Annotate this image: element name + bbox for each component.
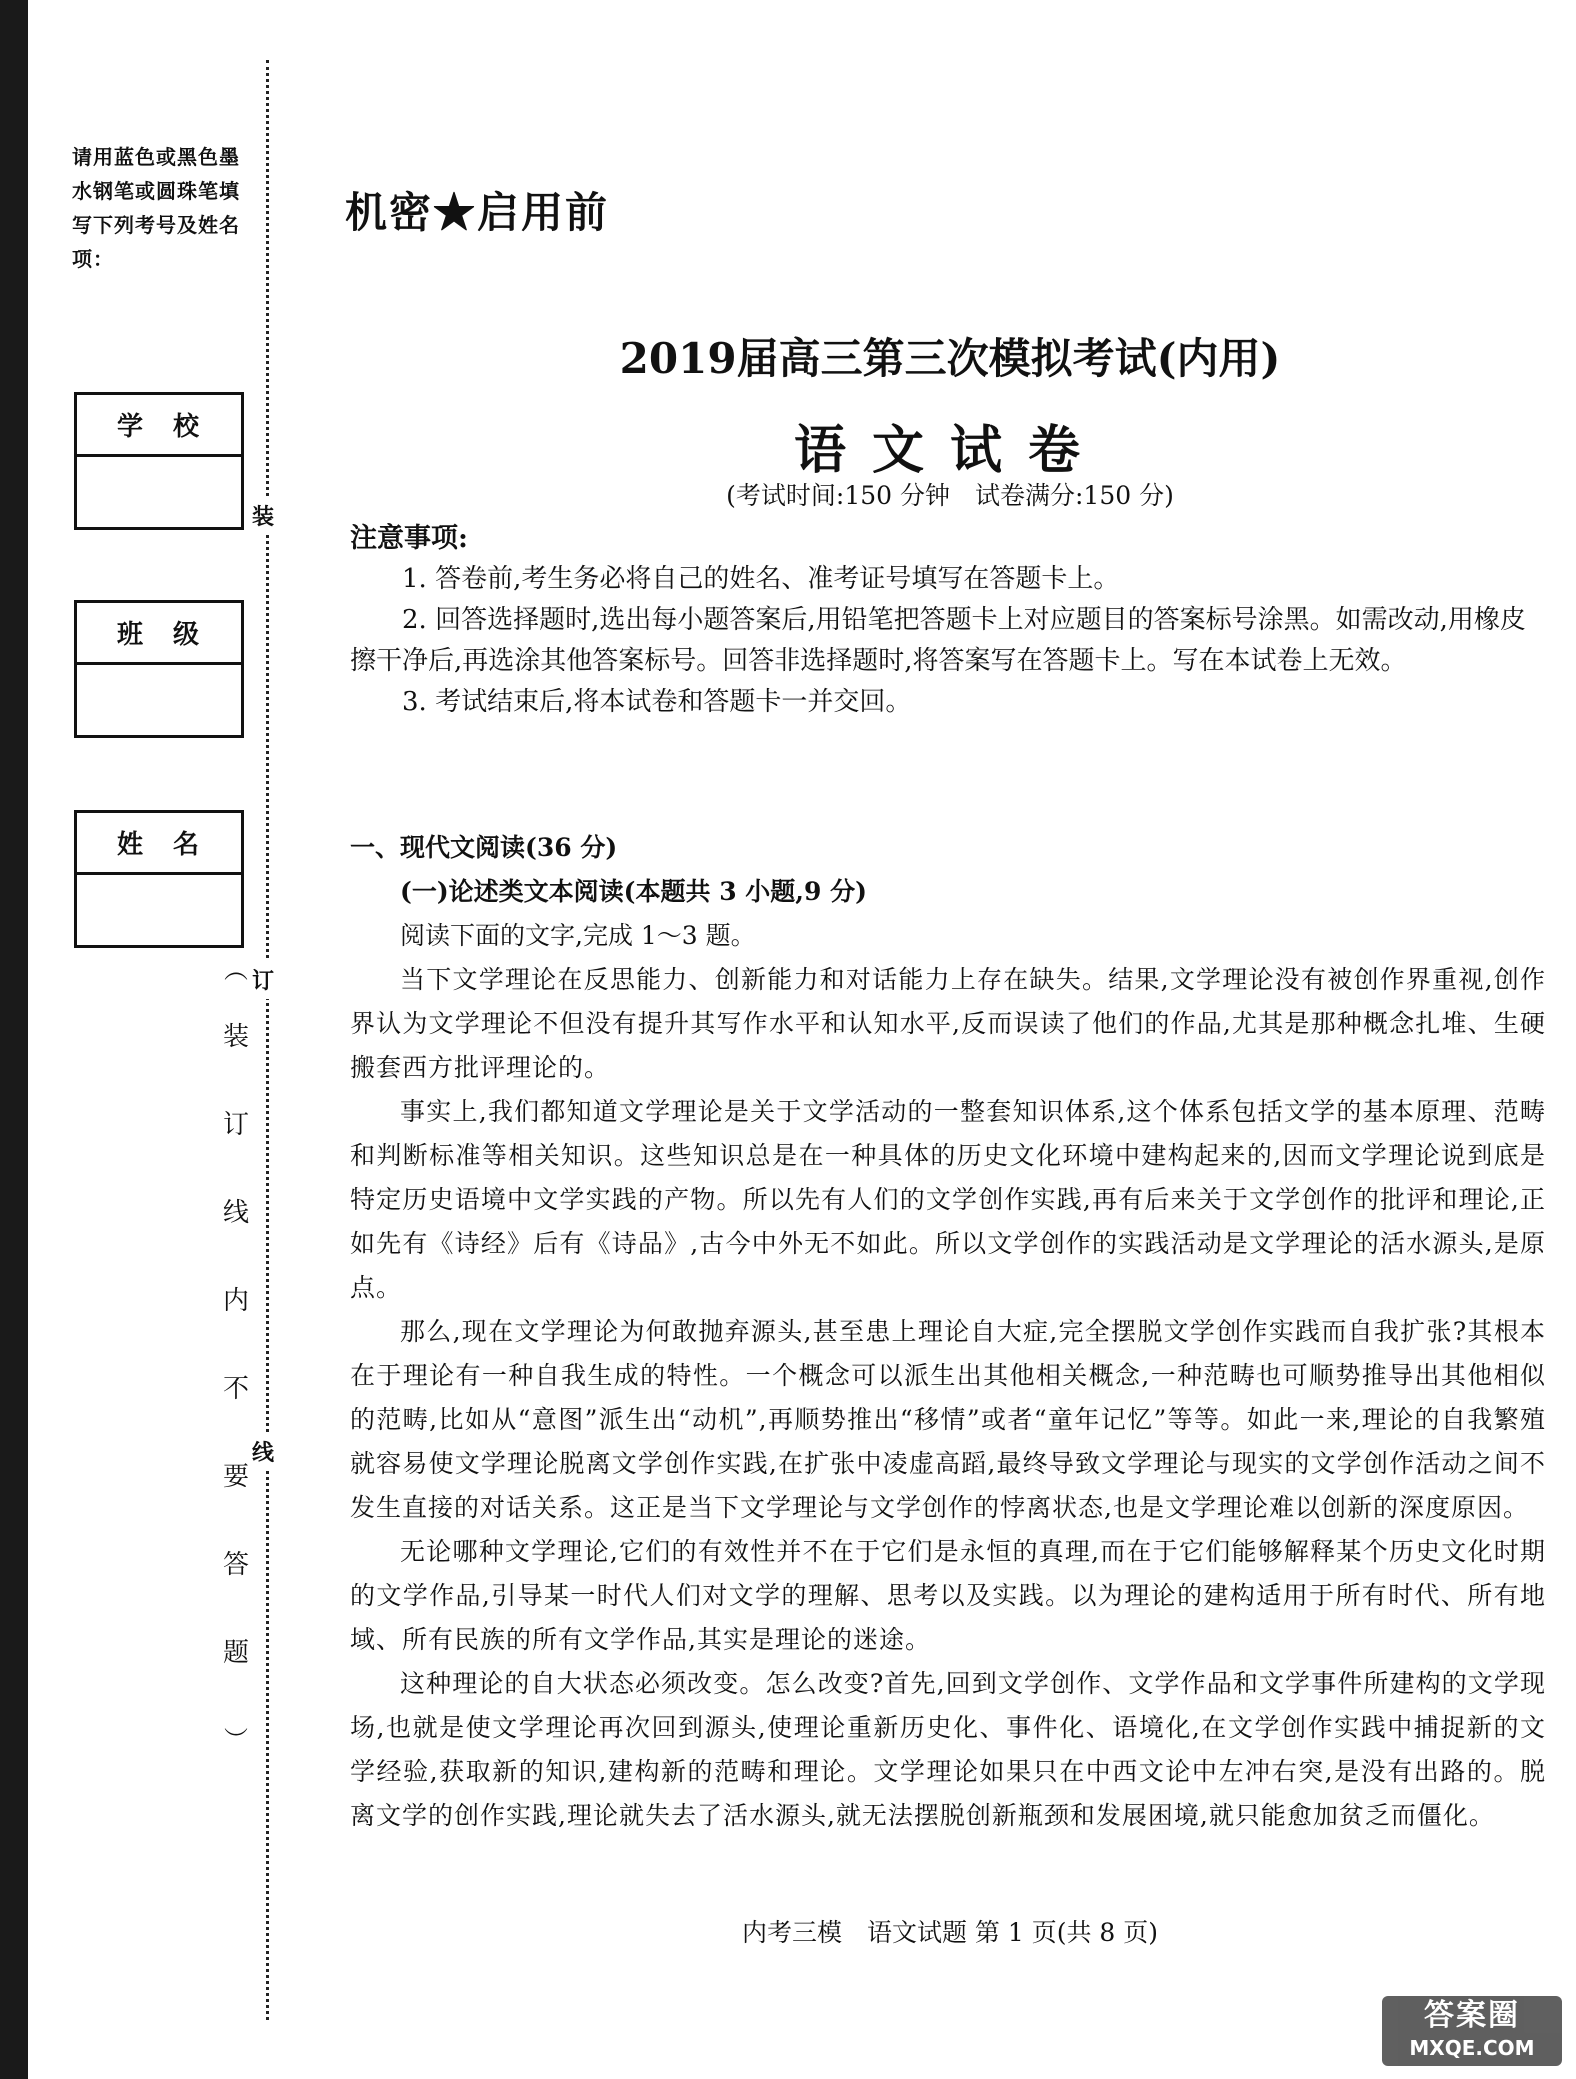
class-box [74,600,244,738]
exam-title: 2019届高三第三次模拟考试(内用) [619,334,1281,383]
school-box [74,392,244,530]
vertical-binding-note [218,950,254,1786]
vertical-note-char: ︵ [224,956,248,984]
scan-page-edge [0,0,28,2079]
name-field[interactable] [77,875,241,945]
name-label: 姓名 [77,813,241,875]
passage-paragraph: 那么,现在文学理论为何敢抛弃源头,甚至患上理论自大症,完全摆脱文学创作实践而自我扩张?其根本在于理论有一种自我生成的特性。一个概念可以派生出其他相关概念,一种范畴也可顺势推导出其他相似的范畴,比如从“意图”派生出“动机”,再顺势推出“移情”或者“童年记忆”等等。如此一来,理论的自我繁殖就容易使文学理论脱离文学创作实践,在扩张中凌虚高蹈,最终导致文学理论与现实的文学创作活动之间不发生直接的对话关系。这正是当下文学理论与文学创作的悖离状态,也是文学理论难以创新的深度原因。 [350,1317,1546,1522]
watermark-logo-text: 答案圈 [1424,1998,1520,2033]
notes-heading: 注意事项: [350,523,468,554]
binding-mark-xian: 线 [252,1432,274,1471]
note-item: 1. 答卷前,考生务必将自己的姓名、准考证号填写在答题卡上。 [402,564,1120,594]
vertical-note-char: 题 [222,1638,249,1668]
confidential-label: 机密★启用前 [345,188,610,237]
binding-mark-ding: 订 [252,960,274,999]
binding-dotted-line [266,60,269,2020]
vertical-note-char: 装 [222,1022,249,1052]
note-item: 3. 考试结束后,将本试卷和答题卡一并交回。 [402,687,912,717]
exam-info: (考试时间:150 分钟 试卷满分:150 分) [726,481,1174,510]
school-label: 学校 [77,395,241,457]
vertical-note-char: 线 [222,1198,249,1228]
passage-paragraph: 无论哪种文学理论,它们的有效性并不在于它们是永恒的真理,而在于它们能够解释某个历史文化时期的文学作品,引导某一时代人们对文学的理解、思考以及实践。以为理论的建构适用于所有时代、所有地域、所有民族的所有文学作品,其实是理论的迷途。 [350,1537,1546,1654]
note-item: 2. 回答选择题时,选出每小题答案后,用铅笔把答题卡上对应题目的答案标号涂黑。如需改动,用橡皮擦干净后,再选涂其他答案标号。回答非选择题时,将答案写在答题卡上。写在本试卷上无效。 [350,605,1526,676]
class-field[interactable] [77,665,241,735]
vertical-note-char: 订 [222,1110,249,1140]
passage-paragraph: 这种理论的自大状态必须改变。怎么改变?首先,回到文学创作、文学作品和文学事件所建构的文学现场,也就是使文学理论再次回到源头,使理论重新历史化、事件化、语境化,在文学创作实践中捕捉新的文学经验,获取新的知识,建构新的范畴和理论。文学理论如果只在中西文论中左冲右突,是没有出路的。脱离文学的创作实践,理论就失去了活水源头,就无法摆脱创新瓶颈和发展困境,就只能愈加贫乏而僵化。 [350,1669,1546,1830]
reading-instruction: 阅读下面的文字,完成 1～3 题。 [400,921,756,950]
vertical-note-char: 答 [222,1550,249,1580]
binding-mark-zhuang: 装 [252,496,274,535]
vertical-note-char: 不 [222,1374,249,1404]
vertical-note-char: 要 [222,1462,249,1492]
reading-section [350,826,1546,1838]
passage-paragraph: 事实上,我们都知道文学理论是关于文学活动的一整套知识体系,这个体系包括文学的基本原理、范畴和判断标准等相关知识。这些知识总是在一种具体的历史文化环境中建构起来的,因而文学理论说到底是特定历史语境中文学实践的产物。所以先有人们的文学创作实践,再有后来关于文学创作的批评和理论,正如先有《诗经》后有《诗品》,古今中外无不如此。所以文学创作的实践活动是文学理论的活水源头,是原点。 [350,1097,1546,1302]
school-field[interactable] [77,457,241,527]
class-label: 班级 [77,603,241,665]
section-heading: 一、现代文阅读(36 分) [350,833,618,862]
subsection-heading: (一)论述类文本阅读(本题共 3 小题,9 分) [400,877,867,906]
name-box [74,810,244,948]
notes-section [350,518,1530,723]
page-footer: 内考三模 语文试题 第 1 页(共 8 页) [741,1918,1159,1947]
watermark-logo [1382,1996,1562,2066]
side-instruction: 请用蓝色或黑色墨水钢笔或圆珠笔填写下列考号及姓名项： [72,145,240,271]
passage-paragraph: 当下文学理论在反思能力、创新能力和对话能力上存在缺失。结果,文学理论没有被创作界重视,创作界认为文学理论不但没有提升其写作水平和认知水平,反而误读了他们的作品,尤其是那种概念扎堆、生硬搬套西方批评理论的。 [350,965,1546,1082]
subject-title: 语文试卷 [793,420,1106,481]
vertical-note-char: ︶ [224,1726,248,1754]
vertical-note-char: 内 [222,1286,249,1316]
watermark-domain: MXQE.COM [1409,2036,1535,2060]
